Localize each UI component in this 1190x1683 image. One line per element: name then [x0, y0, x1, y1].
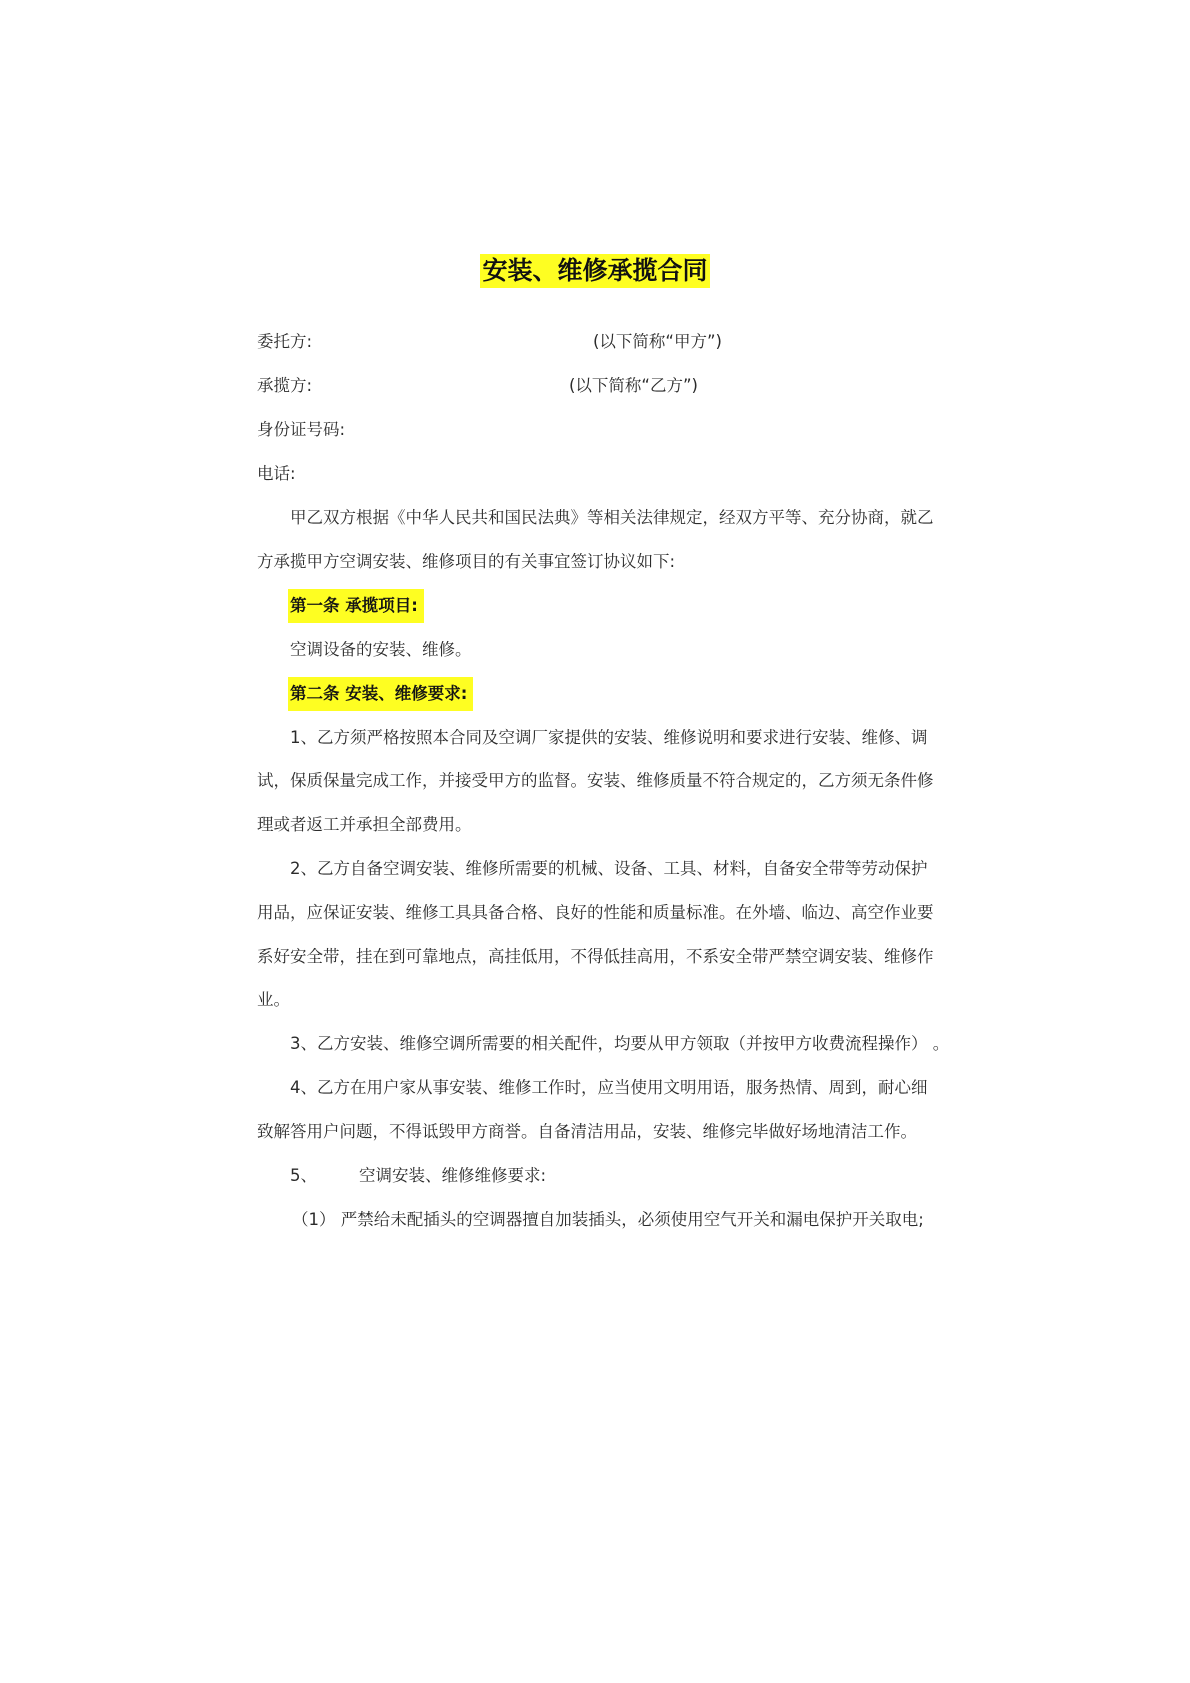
item-5-row: [290, 1164, 546, 1188]
item-5-text: 空调安装、维修维修要求:: [359, 1166, 547, 1185]
article-2-heading-row: [290, 682, 473, 711]
item-2-line-3: 系好安全带，挂在到可靠地点，高挂低用，不得低挂高用，不系安全带严禁空调安装、维修作: [257, 947, 934, 966]
article-1-body: 空调设备的安装、维修。: [290, 640, 472, 659]
item-1-line-1: 1、乙方须严格按照本合同及空调厂家提供的安装、维修说明和要求进行安装、维修、调: [290, 728, 928, 747]
item-4-line-2: 致解答用户问题，不得诋毁甲方商誉。自备清洁用品，安装、维修完毕做好场地清洁工作。: [257, 1122, 917, 1141]
item-1-line-3: 理或者返工并承担全部费用。: [257, 815, 472, 834]
item-2-line-2: 用品，应保证安装、维修工具具备合格、良好的性能和质量标准。在外墙、临边、高空作业要: [257, 903, 934, 922]
article-1-heading: 第一条 承揽项目:: [288, 589, 424, 623]
item-1-line-2: 试，保质保量完成工作，并接受甲方的监督。安装、维修质量不符合规定的，乙方须无条件修: [257, 771, 934, 790]
article-2-heading: 第二条 安装、维修要求:: [288, 677, 473, 711]
item-5-number: 5、: [290, 1166, 317, 1185]
preamble-line-2: 方承揽甲方空调安装、维修项目的有关事宜签订协议如下:: [257, 552, 676, 571]
document-title: 安装、维修承揽合同: [480, 254, 709, 288]
title-container: [0, 254, 1190, 288]
phone-label: 电话:: [257, 464, 296, 483]
item-2-line-1: 2、乙方自备空调安装、维修所需要的机械、设备、工具、材料，自备安全带等劳动保护: [290, 859, 928, 878]
contractor-alias-note: (以下简称“乙方”): [569, 376, 698, 395]
item-3-line-1: 3、乙方安装、维修空调所需要的相关配件，均要从甲方领取（并按甲方收费流程操作） 。: [290, 1034, 950, 1053]
preamble-line-1: 甲乙双方根据《中华人民共和国民法典》等相关法律规定，经双方平等、充分协商，就乙: [290, 508, 934, 527]
article-1-heading-row: [290, 594, 424, 623]
client-label: 委托方:: [257, 332, 313, 351]
id-number-label: 身份证号码:: [257, 420, 346, 439]
item-4-line-1: 4、乙方在用户家从事安装、维修工作时，应当使用文明用语，服务热情、周到，耐心细: [290, 1078, 928, 1097]
item-5-sub-1: （1） 严禁给未配插头的空调器擅自加装插头，必须使用空气开关和漏电保护开关取电;: [292, 1210, 924, 1229]
contractor-label: 承揽方:: [257, 376, 313, 395]
client-alias-note: (以下简称“甲方”): [593, 332, 722, 351]
item-2-line-4: 业。: [257, 990, 290, 1009]
